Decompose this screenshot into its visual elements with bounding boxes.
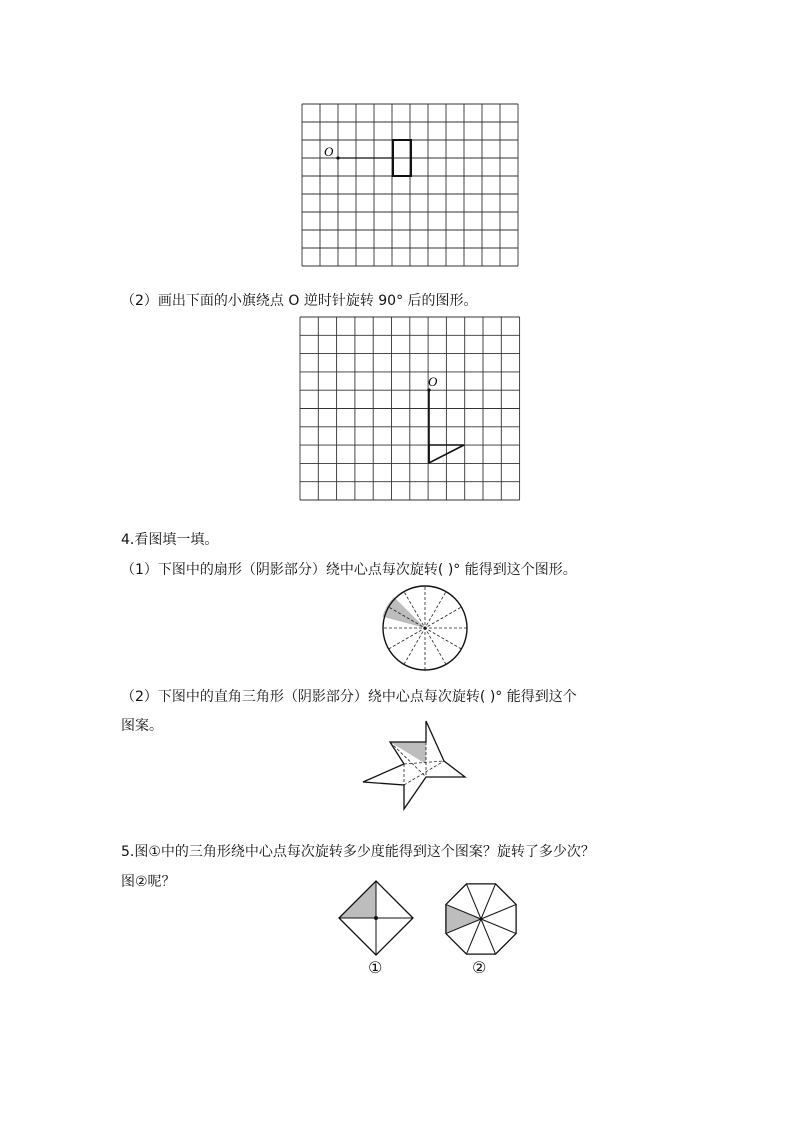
pinwheel-outline	[363, 721, 465, 809]
q5-line-2: 图②呢？	[121, 874, 176, 890]
diamond-center	[374, 916, 378, 920]
grid-1-figure	[300, 102, 522, 268]
pinwheel-figure	[360, 716, 470, 816]
sector-circle-figure	[380, 585, 470, 671]
grid-2-figure	[298, 315, 523, 503]
q5-line-1: 5.图①中的三角形绕中心点每次旋转多少度能得到这个图案？旋转了多少次？	[121, 844, 595, 860]
shaded-sector	[382, 597, 425, 628]
q4-item-2-line-1: （2）下图中的直角三角形（阴影部分）绕中心点每次旋转( )° 能得到这个	[121, 689, 577, 705]
point-o-1-label: O	[324, 144, 334, 159]
figure-2-label: ②	[472, 958, 487, 977]
octagon-figure-2	[438, 880, 524, 960]
diamond-figure-1	[338, 880, 414, 956]
q4-title: 4.看图填一填。	[121, 532, 219, 548]
shaded-triangle	[390, 742, 426, 764]
figure-1-label: ①	[368, 958, 383, 977]
q4-item-1: （1）下图中的扇形（阴影部分）绕中心点每次旋转( )° 能得到这个图形。	[121, 562, 577, 578]
flag-2	[427, 388, 464, 463]
point-o-1	[336, 156, 339, 159]
q4-item-2-line-2: 图案。	[121, 718, 163, 734]
shaded-triangle-2	[446, 904, 481, 933]
q3-2-instruction: （2）画出下面的小旗绕点 O 逆时针旋转 90° 后的图形。	[121, 293, 478, 309]
circle-center	[424, 627, 427, 630]
point-o-2-label: O	[428, 374, 438, 389]
